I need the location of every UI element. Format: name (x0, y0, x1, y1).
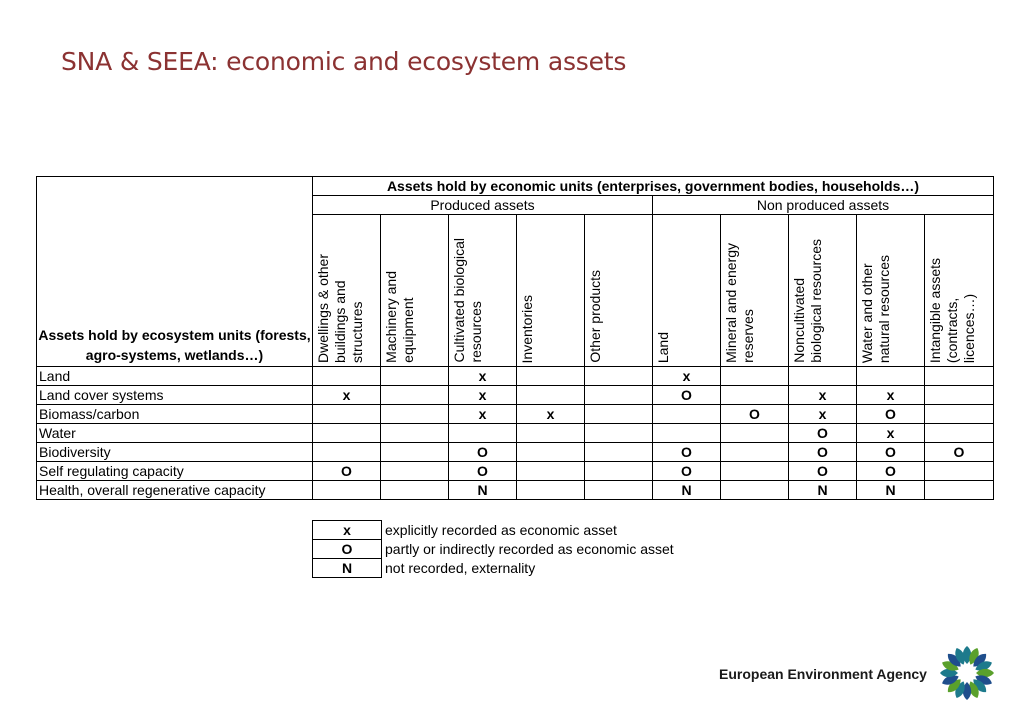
table-cell (925, 405, 994, 424)
table-cell: O (789, 424, 857, 443)
column-header-label: Inventories (519, 294, 535, 363)
table-cell: O (449, 443, 517, 462)
column-header-label: Other products (587, 270, 603, 363)
table-cell (721, 367, 789, 386)
table-cell (517, 367, 585, 386)
table-cell (449, 424, 517, 443)
column-header-label: Mineral and energy reserves (723, 243, 756, 363)
table-cell: O (789, 443, 857, 462)
table-cell: N (449, 481, 517, 500)
table-row (37, 405, 994, 424)
assets-matrix-table (36, 176, 994, 500)
table-cell: O (653, 443, 721, 462)
legend-symbol: O (313, 540, 382, 559)
legend-description: explicitly recorded as economic asset (385, 522, 617, 538)
table-cell (789, 367, 857, 386)
table-cell: O (857, 462, 925, 481)
table-cell (925, 367, 994, 386)
table-row (37, 386, 994, 405)
produced-assets-header: Produced assets (313, 196, 653, 215)
column-header-label: Noncultivated biological resources (791, 239, 824, 363)
table-cell (517, 462, 585, 481)
table-cell: x (857, 424, 925, 443)
table-cell: x (789, 405, 857, 424)
table-row (37, 367, 994, 386)
table-cell (721, 386, 789, 405)
table-cell (381, 481, 449, 500)
column-header (313, 215, 381, 367)
table-cell (585, 462, 653, 481)
economic-units-header: Assets hold by economic units (enterprises, government bodies, households…) (313, 177, 994, 196)
column-header-label: Intangible assets (contracts, licences…) (927, 257, 977, 363)
table-cell (925, 424, 994, 443)
table-cell: O (313, 462, 381, 481)
table-cell (585, 367, 653, 386)
row-label: Health, overall regenerative capacity (37, 481, 313, 500)
table-cell (381, 405, 449, 424)
table-cell: O (653, 386, 721, 405)
table-cell: x (313, 386, 381, 405)
column-header (517, 215, 585, 367)
column-header (449, 215, 517, 367)
table-cell (381, 443, 449, 462)
table-cell (517, 481, 585, 500)
table-row (37, 443, 994, 462)
table-cell (721, 424, 789, 443)
table-cell (585, 443, 653, 462)
legend-description: not recorded, externality (385, 560, 536, 576)
table-cell (857, 367, 925, 386)
table-cell: x (449, 367, 517, 386)
table-cell (585, 424, 653, 443)
row-label: Land (37, 367, 313, 386)
table-cell (653, 405, 721, 424)
table-cell (517, 424, 585, 443)
ecosystem-units-header: Assets hold by ecosystem units (forests, agro-systems, wetlands…) (37, 177, 313, 367)
table-cell (585, 481, 653, 500)
table-cell (381, 367, 449, 386)
table-cell (313, 405, 381, 424)
table-row (37, 424, 994, 443)
table-cell (721, 481, 789, 500)
row-label: Water (37, 424, 313, 443)
agency-name: European Environment Agency (719, 666, 927, 682)
non-produced-assets-header: Non produced assets (653, 196, 994, 215)
table-cell: O (721, 405, 789, 424)
legend-item (313, 559, 675, 578)
table-cell: x (517, 405, 585, 424)
table-cell (313, 424, 381, 443)
table-cell (925, 462, 994, 481)
table-cell (313, 443, 381, 462)
table-row (37, 481, 994, 500)
table-cell: O (857, 405, 925, 424)
table-cell: x (449, 386, 517, 405)
column-header (857, 215, 925, 367)
table-cell: O (925, 443, 994, 462)
table-cell (313, 367, 381, 386)
table-cell (925, 481, 994, 500)
legend-description: partly or indirectly recorded as economic asset (385, 541, 674, 557)
table-cell (925, 386, 994, 405)
row-label: Land cover systems (37, 386, 313, 405)
table-cell (517, 386, 585, 405)
legend-symbol: x (313, 521, 382, 540)
table-cell (381, 386, 449, 405)
table-cell (721, 462, 789, 481)
column-header-label: Water and other natural resources (859, 254, 892, 363)
table-cell: N (789, 481, 857, 500)
column-header (925, 215, 994, 367)
table-cell (653, 424, 721, 443)
legend-symbol: N (313, 559, 382, 578)
page-title: SNA & SEEA: economic and ecosystem assets (61, 47, 627, 76)
row-label: Biodiversity (37, 443, 313, 462)
table-cell: x (449, 405, 517, 424)
table-cell: O (789, 462, 857, 481)
table-cell (517, 443, 585, 462)
row-label: Self regulating capacity (37, 462, 313, 481)
column-header (721, 215, 789, 367)
table-cell (313, 481, 381, 500)
column-header-label: Machinery and equipment (383, 271, 416, 363)
table-cell: N (857, 481, 925, 500)
table-cell: x (653, 367, 721, 386)
column-header-label: Land (655, 331, 671, 363)
table-cell (721, 443, 789, 462)
column-header-label: Cultivated biological resources (451, 238, 484, 363)
table-cell: O (449, 462, 517, 481)
legend-item (313, 540, 675, 559)
legend-table (312, 520, 675, 578)
table-cell: x (857, 386, 925, 405)
table-cell: N (653, 481, 721, 500)
column-header (381, 215, 449, 367)
table-cell: x (789, 386, 857, 405)
table-row (37, 462, 994, 481)
column-header (653, 215, 721, 367)
column-header-label: Dwellings & other buildings and structures (315, 254, 365, 363)
table-cell: O (857, 443, 925, 462)
table-cell (585, 405, 653, 424)
eea-flower-logo-icon (938, 644, 996, 702)
table-cell (381, 424, 449, 443)
table-cell: O (653, 462, 721, 481)
table-cell (585, 386, 653, 405)
table-cell (381, 462, 449, 481)
column-header (789, 215, 857, 367)
column-header (585, 215, 653, 367)
row-label: Biomass/carbon (37, 405, 313, 424)
legend-item (313, 521, 675, 540)
